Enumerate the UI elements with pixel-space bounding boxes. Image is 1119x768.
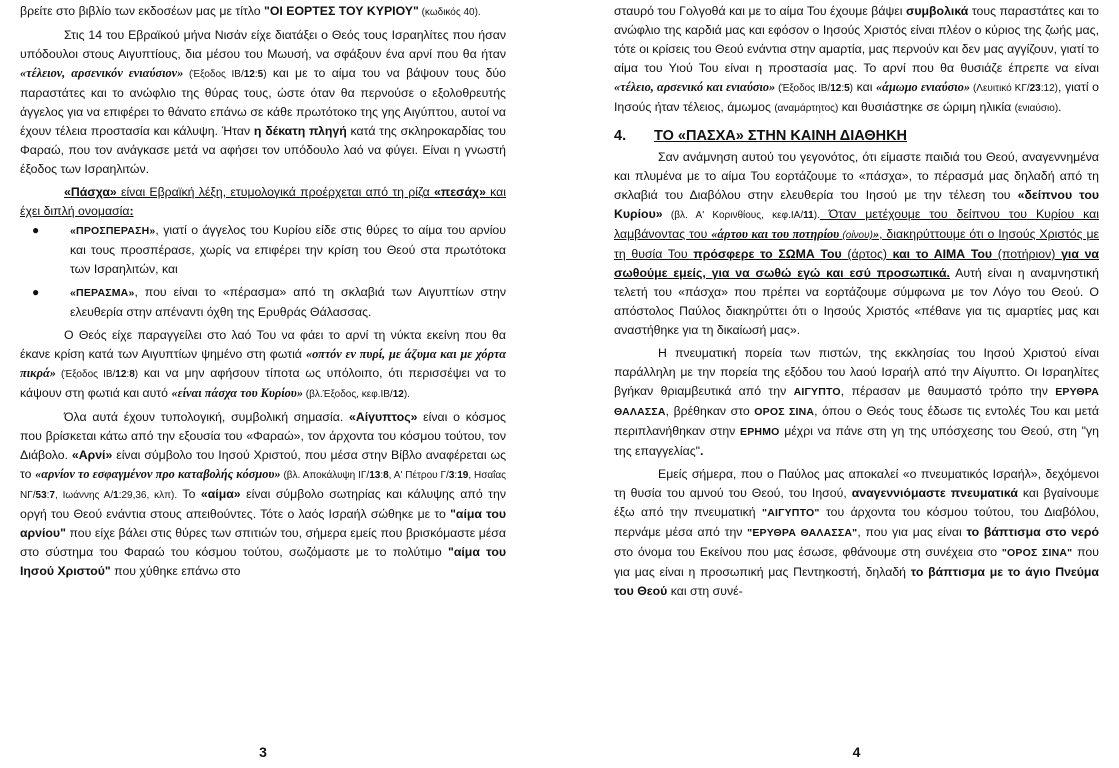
paragraph: βρείτε στο βιβλίο των εκδοσέων μας με τίτλο "ΟΙ ΕΟΡΤΕΣ ΤΟΥ ΚΥΡΙΟΥ" (κωδικός 40). [20,4,481,18]
page-left [20,0,506,768]
page-number: 3 [259,744,267,760]
paragraph: Στις 14 του Εβραϊκού μήνα Νισάν είχε διατάξει ο Θεός τους Ισραηλίτες που ήσαν υπόδουλοι στους Αιγυπτίους, δια μέσου του Μωυσή, να σφάξουν ένα αρνί που θα ήταν «τέλειον, αρσενικόν ενιαύσιον» (Έξοδος ΙΒ/12:5) και με το αίμα του να βάψουν τους δύο παραστάτες και το ανώφλιο της θύρας τους, ώστε όταν θα περνούσε ο εξολοθρευτής άγγελος για να επιφέρει το θάνατο επάνω σε κάθε πρωτότοκο της γης Αιγύπτου, αυτοί να έχουν τέλεια προστασία και κάλυψη. Ήταν η δέκατη πληγή κατά της σκληροκαρδίας του Φαραώ, που τον ανάγκασε μετά να αφήσει τον υπόδουλο λαό να φύγει. Είναι η γνωστή έξοδος των Ισραηλιτών. [20,28,506,176]
paragraph: Σαν ανάμνηση αυτού του γεγονότος, ότι είμαστε παιδιά του Θεού, αναγεννημένα και πλυμένα με το αίμα Του εορτάζουμε το «πάσχα», το πέρασμά μας δηλαδή από τη σκλαβιά του Διαβόλου στην ελευθερία του Ιησού με την τέλεση του «δείπνου του Κυρίου» (βλ. Α' Κορινθίους, κεφ.ΙΑ/11). Όταν μετέχουμε του δείπνου του Κυρίου και λαμβάνοντας του «άρτου και του ποτηρίου (οίνου)», διακηρύττουμε ότι ο Ιησούς Χριστός με τη θυσία Του πρόσφερε το ΣΩΜΑ Του (άρτος) και το ΑΙΜΑ Του (ποτήριον) για να σωθούμε εμείς, για να σωθώ εγώ και εσύ προσωπικά. Αυτή είναι η αναμνηστική τελετή του «πάσχα» που πρέπει να εορτάζουμε σύμφωνα με τον Λόγο του Θεού. Ο απόστολος Παύλος διακηρύττει ότι ο Ιησούς Χριστός «πέθανε για τις αμαρτίες μας και αναστήθηκε για τη δικαίωσή μας». [614,150,1100,337]
page-right-body [614,0,1099,601]
paragraph: Ο Θεός είχε παραγγείλει στο λαό Του να φάει το αρνί τη νύκτα εκείνη που θα έκανε κρίση κατά των Αιγυπτίων ψημένο στη φωτιά «οπτόν εν πυρί, με άζυμα και με χόρτα πικρά» (Έξοδος ΙΒ/12:8) και να μην αφήσουν τίποτα ως υπόλοιπο, ότι περισσέψει να το κάψουν στη φωτιά και αυτό «είναι πάσχα του Κυρίου» (βλ.Έξοδος, κεφ.ΙΒ/12). [20,328,506,400]
section-heading: 4. ΤΟ «ΠΑΣΧΑ» ΣΤΗΝ ΚΑΙΝΗ ΔΙΑΘΗΚΗ [614,128,908,144]
page-right [614,0,1099,768]
paragraph: Όλα αυτά έχουν τυπολογική, συμβολική σημασία. «Αίγυπτος» είναι ο κόσμος που βρίσκεται κάτω από την εξουσία του «Φαραώ», τον άρχοντα του κόσμου τούτου, τον Διάβολο. «Αρνί» είναι σύμβολο του Ιησού Χριστού, που μέσα στην Βίβλο αναφέρεται ως το «αρνίον το εσφαγμένον προ καταβολής κόσμου» (βλ. Αποκάλυψη ΙΓ/13:8, Α' Πέτρου Γ/3:19, Ησαΐας ΝΓ/53:7, Ιωάννης Α/1:29,36, κλπ). Το «αίμα» είναι σύμβολο σωτηρίας και κάλυψης από την οργή του Θεού ενάντια στους απειθούντες. Τότε ο λαός Ισραήλ σώθηκε με το "αίμα του αρνίου" που είχε βάλει στις θύρες των σπιτιών του, σήμερα εμείς που βρισκόμαστε μέσα στο σύστημα του Φαραώ του κόσμου τούτου, σωζόμαστε με το πολύτιμο "αίμα του Ιησού Χριστού" που χύθηκε επάνω στο [20,410,507,578]
bullet-list [20,221,506,322]
paragraph: «Πάσχα» είναι Εβραϊκή λέξη, ετυμολογικά προέρχεται από τη ρίζα «πεσάχ» και έχει διπλή ονομασία: [20,185,506,218]
list-item: ● «ΠΡΟΣΠΕΡΑΣΗ», γιατί ο άγγελος του Κυρίου είδε στις θύρες το αίμα του αρνίου και τους προσπέρασε, χωρίς να επιφέρει την κρίση του Θεού στα πρωτότοκα των Ισραηλιτών, και [32,223,506,276]
paragraph: Εμείς σήμερα, που ο Παύλος μας αποκαλεί «ο πνευματικός Ισραήλ», δεχόμενοι τη θυσία του αμνού του Θεού, του Ιησού, αναγεννιόμαστε πνευματικά και βγαίνουμε έξω από την πνευματική "ΑΙΓΥΠΤΟ" του άρχοντα του κόσμου τούτου, του Διαβόλου, περνάμε μέσα από την "ΕΡΥΘΡΑ ΘΑΛΑΣΣΑ", που για μας είναι το βάπτισμα στο νερό στο όνομα του Εκείνου που μας έσωσε, φθάνουμε στη συνέχεια στο "ΟΡΟΣ ΣΙΝΑ" που για μας είναι η προσωπική μας Πεντηκοστή, δηλαδή το βάπτισμα με το άγιο Πνεύμα του Θεού και στη συνέ- [614,467,1100,598]
list-item: ● «ΠΕΡΑΣΜΑ», που είναι το «πέρασμα» από τη σκλαβιά των Αιγυπτίων στην ελευθερία στην απέναντι όχθη της Ερυθράς Θάλασσας. [32,285,506,319]
page-number: 4 [852,744,861,760]
paragraph: Η πνευματική πορεία των πιστών, της εκκλησίας του Ιησού Χριστού είναι παράλληλη με την πορεία της εξόδου του λαού Ισραήλ από την Αίγυπτο. Οι Ισραηλίτες βγήκαν θριαμβευτικά από την ΑΙΓΥΠΤΟ, πέρασαν με θαυμαστό τρόπο την ΕΡΥΘΡΑ ΘΑΛΑΣΣΑ, βρέθηκαν στο ΟΡΟΣ ΣΙΝΑ, όπου ο Θεός τους έδωσε τις εντολές Του και μετά περιπλανήθηκαν στην ΕΡΗΜΟ μέχρι να πάνε στη γη της υπόσχεσης του Θεού, στη "γη της επαγγελίας". [614,346,1100,458]
paragraph: σταυρό του Γολγοθά και με το αίμα Του έχουμε βάψει συμβολικά τους παραστάτες και το ανώφλιο της καρδιά μας και εφόσον ο Ιησούς Χριστός είναι πλέον ο κύριος της ζωής μας, τότε οι κρίσεις του Θεού ενάντια στην αμαρτία, μας περνούν και δεν μας αγγίζουν, γιατί το αίμα του Υιού Του είναι η προστασία μας. Το αρνί που θα θυσιάζε έπρεπε να είναι «τέλειο, αρσενικό και ενιαύσιο» (Έξοδος ΙΒ/12:5) και «άμωμο ενιαύσιο» (Λευιτικό ΚΓ/23:12), γιατί ο Ιησούς ήταν τέλειος, άμωμος (αναμάρτητος) και θυσιάστηκε σε ώριμη ηλικία (ενιαύσιο). [614,4,1100,114]
page-left-body [20,0,506,581]
